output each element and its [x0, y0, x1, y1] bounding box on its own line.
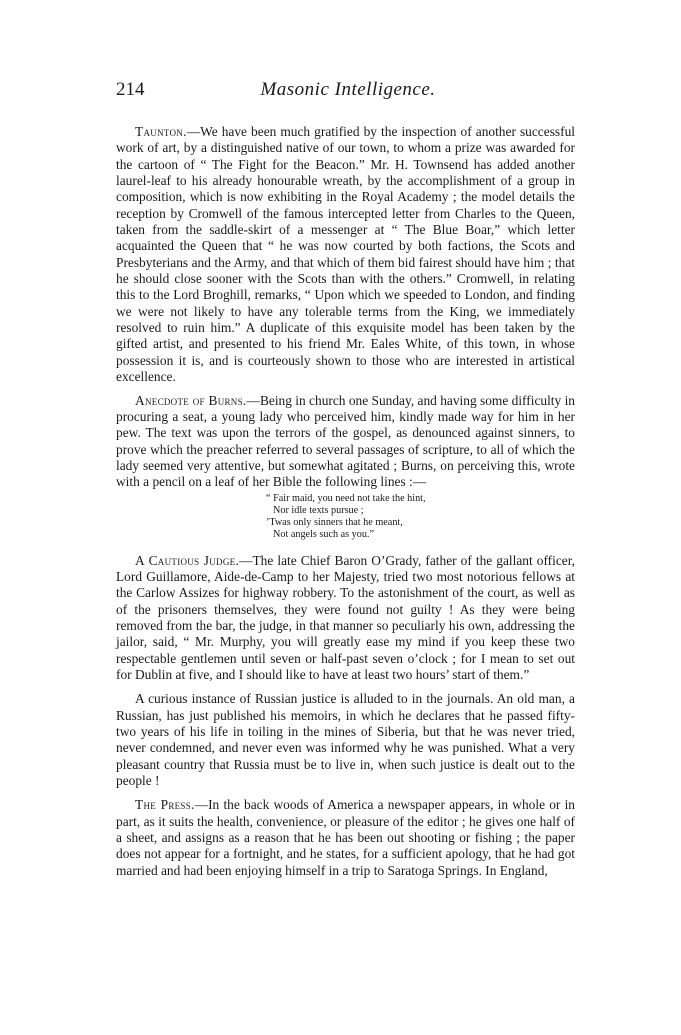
paragraph-lead: The Press. — [135, 797, 195, 813]
paragraph-lead: A Cautious Judge. — [135, 552, 240, 568]
verse-line: “ Fair maid, you need not take the hint, — [266, 492, 426, 504]
paragraph-lead: Anecdote of Burns. — [135, 392, 247, 408]
paragraph-taunton — [116, 124, 575, 386]
paragraph-text: —The late Chief Baron O’Grady, father of the gallant officer, Lord Guillamore, Aide-de-Camp to her Majesty, tried two most notorious fellows at the Carlow Assizes for highway robbery. To the astonishment of the court, as well as of the prisoners themselves, they were found not guilty ! As they were being removed from the bar, the judge, in that manner so peculiarly his own, addressing the jailor, said, “ Mr. Murphy, you will greatly ease my mind if you keep these two respectable gentlemen until seven or half-past seven o’clock ; for I mean to set out for Dublin at five, and I should like to have at least two hours’ start of them.” — [116, 552, 575, 682]
paragraph-russian-justice — [116, 691, 575, 789]
paragraph-cautious-judge — [116, 553, 575, 684]
page-header — [116, 79, 576, 103]
paragraph-text: —We have been much gratified by the inspection of another successful work of art, by a distinguished native of our town, to whom a prize was awarded for the cartoon of “ The Fight for the Beacon.” Mr. H. Townsend has added another laurel-leaf to his already honourable wreath, by the accomplishment of a group in composition, which is now exhibiting in the Royal Academy ; the model details the reception by Cromwell of the famous intercepted letter from Charles to the Queen, taken from the saddle-skirt of a messenger at “ The Blue Boar,” which letter acquainted the Queen that “ he was now courted by both factions, the Scots and Presbyterians and the Army, and that which of them bid fairest should have him ; that he should close sooner with the Scots than with the others.” Cromwell, in relating this to the Lord Broghill, remarks, “ Upon which we speeded to London, and finding we were not likely to have any tolerable terms from the King, we immediately resolved to ruin him.” A duplicate of this exquisite model has been taken by the gifted artist, and presented to his friend Mr. Eales White, of this town, in whose possession it is, and is courteously shown to those who are interested in artistical excellence. — [116, 124, 575, 385]
paragraph-text: —In the back woods of America a newspaper appears, in whole or in part, as it suits the health, convenience, or pleasure of the editor ; he gives one half of a sheet, and assigns as a reason that he has been out shooting or fishing ; the paper does not appear for a fortnight, and he states, for a sufficient apology, that he had got married and had been enjoying himself in a trip to Saratoga Springs. In England, — [116, 797, 575, 878]
verse-block — [266, 493, 575, 541]
paragraph-text: —Being in church one Sunday, and having some difficulty in procuring a seat, a young lady who perceived him, kindly made way for him in her pew. The text was upon the terrors of the gospel, as denounced against sinners, to prove which the preacher referred to several passages of scripture, to all of which the lady seemed very attentive, but somewhat agitated ; Burns, on perceiving this, wrote with a pencil on a leaf of her Bible the following lines :— — [116, 392, 575, 490]
page-body — [116, 124, 575, 879]
paragraph-lead: Taunton. — [135, 124, 187, 139]
running-title: Masonic Intelligence. — [260, 79, 436, 100]
page-number: 214 — [116, 79, 145, 100]
verse-line: Nor idle texts pursue ; — [273, 504, 364, 516]
verse-line: Not angels such as you.” — [273, 528, 375, 540]
verse-line: ’Twas only sinners that he meant, — [266, 516, 403, 528]
paragraph-text: A curious instance of Russian justice is alluded to in the journals. An old man, a Russian, has just published his memoirs, in which he declares that he passed fifty-two years of his life in toiling in the mines of Siberia, but that he was never tried, never condemned, and never even was informed why he was punished. What a very pleasant country that Russia must be to live in, when such justice is dealt out to the people ! — [116, 691, 575, 789]
paragraph-anecdote-of-burns — [116, 393, 575, 491]
paragraph-the-press — [116, 797, 575, 879]
